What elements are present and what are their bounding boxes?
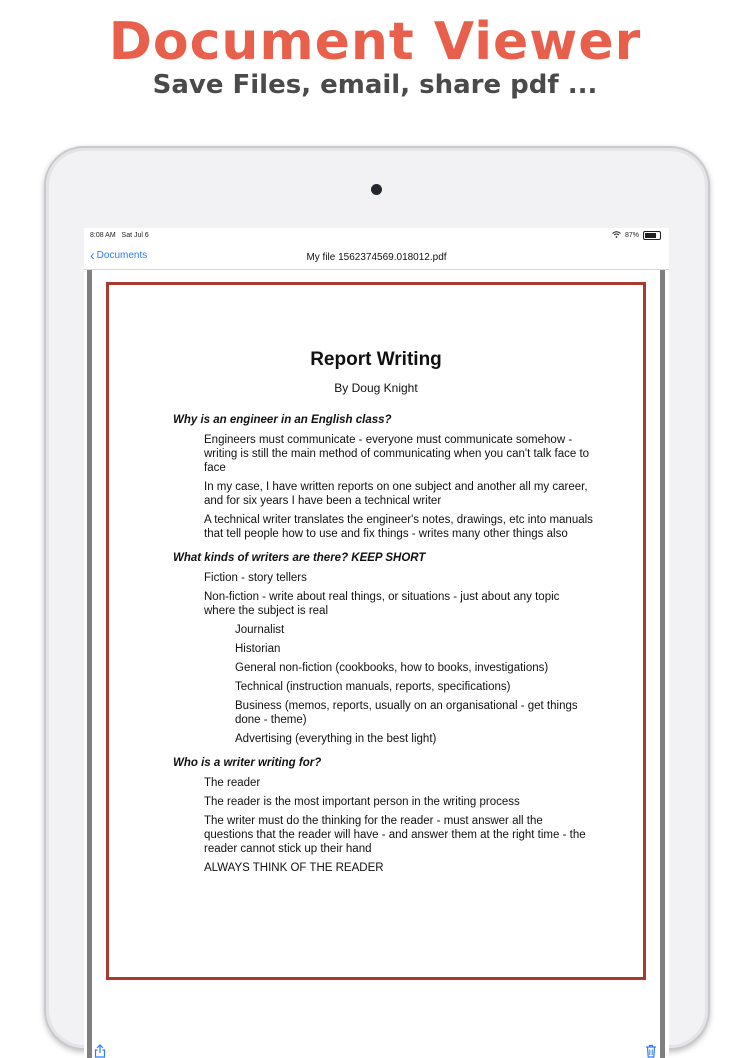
- list-item: Advertising (everything in the best light): [235, 733, 437, 745]
- ipad-frame: [44, 146, 710, 1050]
- paragraph: The reader is the most important person in the writing process: [204, 796, 520, 808]
- battery-percent: 87%: [624, 232, 639, 239]
- paragraph: A technical writer translates the engineer's notes, drawings, etc into manuals that tell people how to use and fix things - writes many other things also: [204, 514, 593, 540]
- ipad-screen: [84, 228, 669, 1058]
- paragraph: Engineers must communicate - everyone must communicate somehow - writing is still the main method of communicating when you can't talk face to face: [204, 434, 590, 474]
- chevron-left-icon: ‹: [90, 246, 95, 263]
- battery-icon: [643, 231, 661, 240]
- status-right: [612, 231, 661, 240]
- list-item: Technical (instruction manuals, reports, specifications): [235, 681, 511, 693]
- list-item: Business (memos, reports, usually on an organisational - get things done - theme): [235, 700, 578, 726]
- back-label: Documents: [96, 250, 148, 261]
- share-icon[interactable]: [94, 1044, 106, 1058]
- pdf-page: [106, 282, 646, 980]
- section-heading: What kinds of writers are there? KEEP SHORT: [173, 552, 426, 564]
- doc-content: [173, 409, 593, 885]
- page-gutter-right: [660, 270, 665, 1058]
- list-item: Journalist: [235, 624, 285, 636]
- paragraph: In my case, I have written reports on one subject and another all my career, and for six years I have been a technical writer: [204, 481, 588, 507]
- document-filename: My file 1562374569.018012.pdf: [306, 252, 447, 263]
- paragraph: The reader: [204, 777, 261, 789]
- wifi-icon: [612, 231, 621, 240]
- doc-title: Report Writing: [310, 349, 442, 370]
- list-item: General non-fiction (cookbooks, how to books, investigations): [235, 662, 549, 674]
- bottom-toolbar: [84, 1044, 669, 1058]
- doc-section: [173, 756, 593, 875]
- paragraph: The writer must do the thinking for the reader - must answer all the questions that the reader will have - and answer them at the right time - the reader cannot stick up their hand: [204, 815, 586, 855]
- doc-author: By Doug Knight: [334, 381, 418, 395]
- promo-headline: Document Viewer: [108, 12, 642, 72]
- paragraph: Fiction - story tellers: [204, 572, 307, 584]
- status-time: 8:08 AM: [90, 232, 116, 239]
- section-heading: Why is an engineer in an English class?: [173, 414, 392, 426]
- section-heading: Who is a writer writing for?: [173, 757, 322, 769]
- navigation-bar: [84, 245, 669, 270]
- list-item: Historian: [235, 643, 281, 655]
- camera-dot: [371, 184, 382, 195]
- paragraph: ALWAYS THINK OF THE READER: [204, 862, 384, 874]
- status-bar: [84, 228, 669, 244]
- paragraph: Non-fiction - write about real things, or situations - just about any topic where the subject is real: [204, 591, 560, 617]
- pdf-viewer[interactable]: [84, 270, 669, 1058]
- trash-icon[interactable]: [645, 1044, 657, 1058]
- page-gutter-left: [87, 270, 92, 1058]
- status-left: [90, 232, 149, 239]
- doc-section: [173, 413, 593, 541]
- promo-subline: Save Files, email, share pdf ...: [152, 70, 598, 100]
- doc-section: [173, 551, 593, 746]
- status-date: Sat Jul 6: [121, 232, 149, 239]
